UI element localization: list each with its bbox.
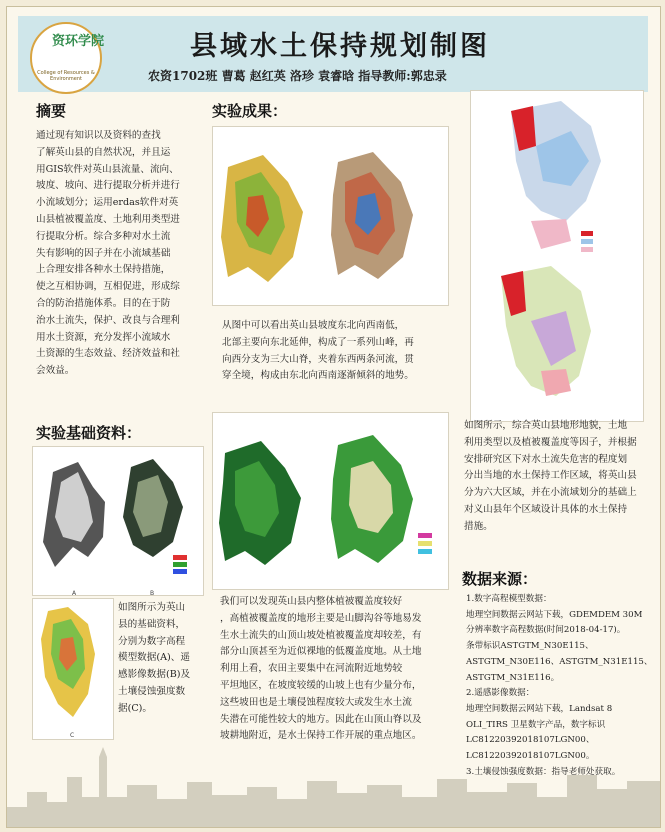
slope-aspect-maps	[213, 127, 448, 305]
results-line: 失潜在可能性较大的地方。因此在山顶山脊以及	[220, 713, 422, 725]
basic-maps-panel	[32, 446, 204, 596]
zoning-paragraph	[464, 418, 649, 536]
abstract-line: 使之互相协调，互相促进，形成综	[36, 281, 180, 293]
zoning-line: 如图所示，综合英山县地形地貌，土地	[464, 420, 628, 431]
data-source-line: LC81220392018107LGN00。	[466, 751, 595, 762]
data-source-line: ASTGTM_N30E116、ASTGTM_N31E115、	[466, 656, 653, 667]
abstract-line: 失有影响的因子并在小流域基础	[36, 247, 171, 259]
abstract-line: 通过现有知识以及资料的查找	[36, 130, 161, 141]
results-line: 坡耕地附近，是水土保持工作开展的重点地区。	[220, 730, 422, 742]
results-line: 从图中可以看出英山县坡度东北向西南低，	[222, 320, 405, 331]
abstract-line: 用GIS软件对英山县流量、流向、	[36, 163, 179, 175]
results-line: 向西分支为三大山脊，夹着东西两条河流，贯	[222, 353, 414, 365]
abstract-line: 行提取分析。综合多种对水土流	[36, 230, 171, 242]
abstract-line: 治水土流失，保护、改良与合理利	[36, 314, 180, 326]
soil-erosion-map-graphic	[33, 599, 113, 739]
data-sources-heading: 数据来源：	[462, 570, 538, 588]
basic-data-line: 县的基础资料，	[118, 618, 186, 630]
data-sources-list	[466, 592, 651, 780]
results-heading: 实验成果：	[212, 102, 288, 120]
basic-data-text	[118, 600, 210, 718]
abstract-line: 小流域划分；运用erdas软件对英	[36, 197, 179, 209]
abstract-line: 上合理安排各种水土保持措施，	[36, 264, 171, 276]
basic-data-heading: 实验基础资料：	[36, 424, 142, 442]
vegetation-landuse-maps	[213, 413, 448, 589]
data-source-line: 地理空间数据云网站下载，GDEMDEM 30M	[466, 609, 643, 620]
basic-data-line: 感影像数据(B)及	[118, 669, 191, 681]
map-label-a: A	[72, 590, 77, 597]
abstract-heading: 摘要	[36, 102, 67, 120]
basic-data-line: 模型数据(A)、遥	[118, 652, 190, 664]
results-line: 穿全境，构成由东北向西南逐渐倾斜的地势。	[222, 370, 414, 382]
soil-erosion-map	[32, 598, 114, 740]
authors-line: 农资1702班 曹葛 赵红英 洛珍 袁睿晗 指导教师:郭忠录	[148, 69, 447, 83]
data-source-line: 分辨率数字高程数据(时间2018-04-17)。	[466, 625, 626, 636]
zoning-line: 安排研究区下对水土流失危害的程度划	[464, 453, 628, 465]
planning-zone-maps	[470, 90, 644, 422]
results-line: 我们可以发现英山县内整体植被覆盖度较好	[220, 596, 403, 607]
page-title: 县域水土保持规划制图	[190, 31, 490, 62]
zoning-line: 分为六大区域，并在小流域划分的基础上	[464, 487, 637, 499]
abstract-text	[36, 128, 206, 380]
slope-maps-panel	[212, 126, 449, 306]
results-line: 生水土流失的山顶山坡处植被覆盖度却较差，有	[220, 629, 422, 641]
abstract-line: 土资源的生态效益、经济效益和社	[36, 348, 180, 360]
vegetation-landuse-panel	[212, 412, 449, 590]
data-source-line: LC81220392018107LGN00、	[466, 735, 595, 746]
results-line: 部分山顶甚至为近似裸地的低覆盖度地。从土地	[220, 646, 422, 658]
abstract-line: 了解英山县的自然状况，并且运	[36, 146, 171, 158]
zoning-maps-graphic	[471, 91, 643, 421]
data-source-line: 3.土壤侵蚀强度数据：指导老师处获取。	[466, 766, 621, 777]
abstract-line: 山县植被覆盖度、土地利用类型进	[36, 213, 180, 225]
results-line: 利用上看，农田主要集中在河流附近地势较	[220, 663, 403, 675]
zoning-line: 利用类型以及植被覆盖度等因子，并根据	[464, 436, 637, 448]
data-source-line: ASTGTM_N31E116。	[466, 672, 560, 683]
logo-text: 资环学院	[52, 34, 105, 49]
abstract-line: 合的防治措施体系。目的在于防	[36, 297, 171, 309]
logo-subtitle: College of Resources & Environment	[37, 70, 95, 82]
basic-data-line: 据(C)。	[118, 702, 153, 714]
results-line: 平坦地区，在坡度较缓的山坡上也有少量分布，	[220, 679, 422, 691]
data-source-line: 2.遥感影像数据：	[466, 688, 535, 699]
abstract-line: 坡度、坡向、进行提取分析并进行	[36, 180, 180, 192]
abstract-line: 用水土资源，充分发挥小流域水	[36, 331, 171, 343]
data-source-line: OLI_TIRS 卫星数字产品，数字标识	[466, 719, 606, 730]
data-source-line: 1.数字高程模型数据：	[466, 594, 552, 604]
data-source-line: 地理空间数据云网站下载，Landsat 8	[466, 703, 613, 714]
zoning-line: 分出当地的水土保持工作区域，将英山县	[464, 470, 637, 482]
map-label-b: B	[150, 590, 155, 597]
results-line: ，高植被覆盖度的地形主要是山脚沟谷等地易发	[220, 612, 422, 624]
results-paragraph-1	[222, 318, 447, 385]
basic-data-line: 分别为数字高程	[118, 635, 186, 647]
results-line: 北部主要向东北延伸，构成了一系列山峰，再	[222, 336, 414, 348]
data-source-line: 条带标识ASTGTM_N30E115、	[466, 641, 594, 652]
zoning-line: 对义山县年个区域设计具体的水土保持	[464, 503, 628, 515]
abstract-line: 会效益。	[36, 365, 75, 377]
results-line: 这些坡田也是土壤侵蚀程度较大或发生水土流	[220, 696, 412, 708]
results-paragraph-2	[220, 594, 450, 745]
basic-data-line: 如图所示为英山	[118, 602, 186, 613]
basic-data-line: 土壤侵蚀强度数	[118, 685, 186, 697]
zoning-line: 措施。	[464, 520, 493, 532]
map-label-c: C	[70, 732, 75, 739]
dem-and-imagery-maps	[33, 447, 203, 595]
